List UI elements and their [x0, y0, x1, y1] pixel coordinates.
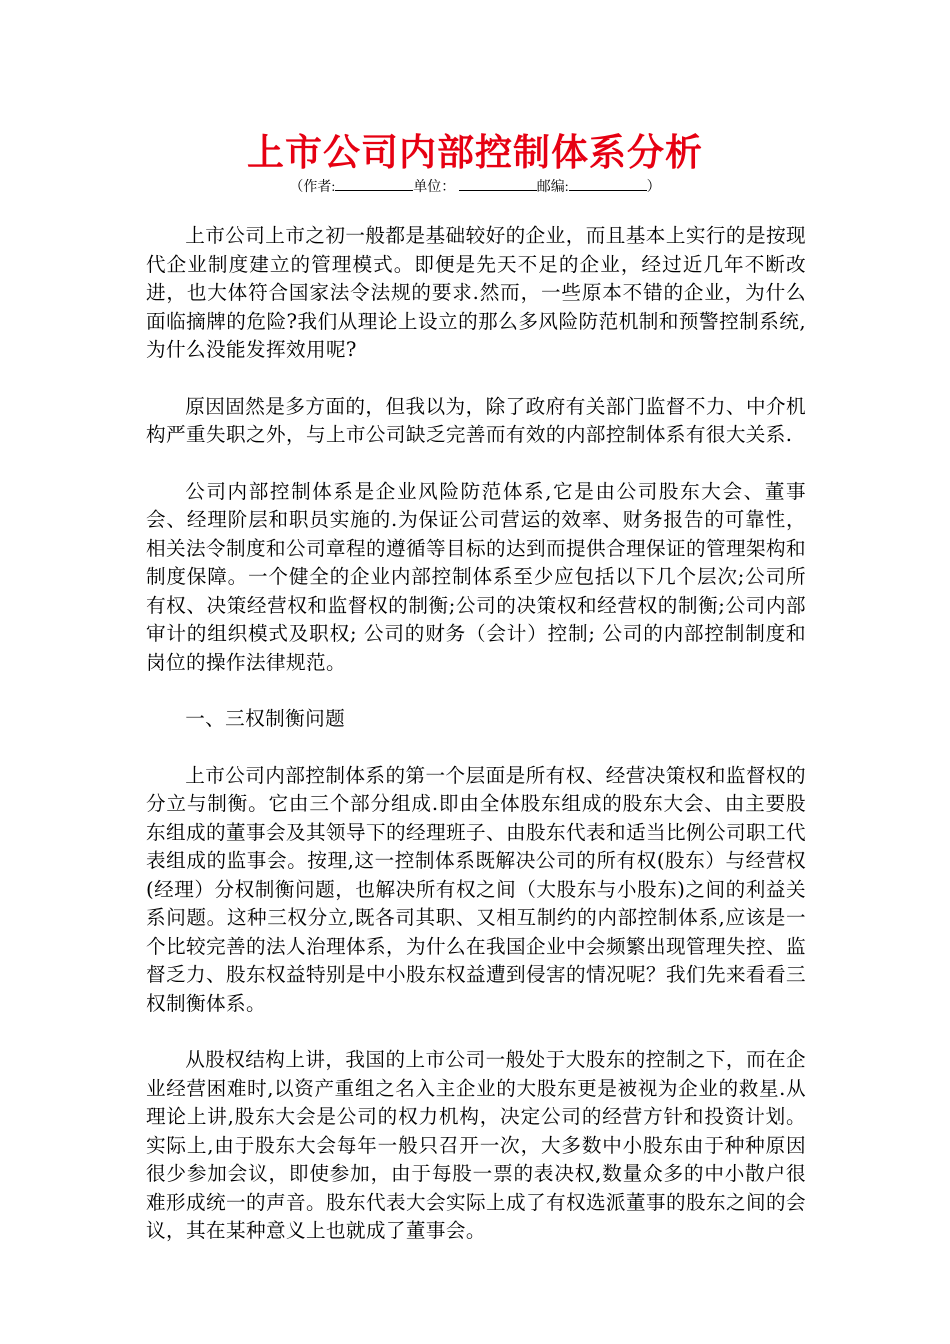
paragraph-definition: 公司内部控制体系是企业风险防范体系,它是由公司股东大会、董事会、经理阶层和职员实施的.为保证公司营运的效率、财务报告的可靠性，相关法令制度和公司章程的遵循等目标的达到而提供合理保证的管理架构和制度保障。一个健全的企业内部控制体系至少应包括以下几个层次;公司所有权、决策经营权和监督权的制衡;公司的决策权和经营权的制衡;公司内部审计的组织模式及职权; 公司的财务（会计）控制; 公司的内部控制制度和岗位的操作法律规范。: [146, 479, 806, 674]
document-body: [146, 222, 806, 1274]
author-blank: [335, 176, 413, 191]
paragraph-intro: 上市公司上市之初一般都是基础较好的企业，而且基本上实行的是按现代企业制度建立的管理模式。即便是先天不足的企业，经过近几年不断改进，也大体符合国家法令法规的要求.然而，一些原本不错的企业，为什么面临摘牌的危险?我们从理论上设立的那么多风险防范机制和预警控制系统,为什么没能发挥效用呢?: [146, 224, 806, 361]
byline: [0, 176, 950, 198]
byline-close: ）: [646, 180, 661, 195]
author-label: （作者:: [289, 180, 336, 195]
paragraph-ownership: 从股权结构上讲，我国的上市公司一般处于大股东的控制之下，而在企业经营困难时,以资产重组之名入主企业的大股东更是被视为企业的救星.从理论上讲,股东大会是公司的权力机构，决定公司的经营方针和投资计划。实际上,由于股东大会每年一般只召开一次，大多数中小股东由于种种原因很少参加会议，即使参加，由于每股一票的表决权,数量众多的中小散户很难形成统一的声音。股东代表大会实际上成了有权选派董事的股东之间的会议，其在某种意义上也就成了董事会。: [146, 1048, 806, 1242]
section-heading: 一、三权制衡问题: [185, 707, 346, 730]
paragraph-three-powers: 上市公司内部控制体系的第一个层面是所有权、经营决策权和监督权的分立与制衡。它由三个部分组成.即由全体股东组成的股东大会、由主要股东组成的董事会及其领导下的经理班子、由股东代表和适当比例公司职工代表组成的监事会。按理,这一控制体系既解决公司的所有权(股东）与经营权(经理）分权制衡问题，也解决所有权之间（大股东与小股东)之间的利益关系问题。这种三权分立,既各司其职、又相互制约的内部控制体系,应该是一个比较完善的法人治理体系，为什么在我国企业中会频繁出现管理失控、监督乏力、股东权益特别是中小股东权益遭到侵害的情况呢？我们先来看看三权制衡体系。: [146, 763, 806, 1015]
unit-blank: [459, 176, 537, 191]
paragraph-causes: 原因固然是多方面的，但我以为，除了政府有关部门监督不力、中介机构严重失职之外，与上市公司缺乏完善而有效的内部控制体系有很大关系.: [146, 394, 806, 446]
unit-label: 单位：: [413, 180, 456, 195]
document-title: 上市公司内部控制体系分析: [247, 130, 703, 174]
postcode-label: 邮编:: [536, 180, 569, 195]
postcode-blank: [569, 176, 647, 191]
